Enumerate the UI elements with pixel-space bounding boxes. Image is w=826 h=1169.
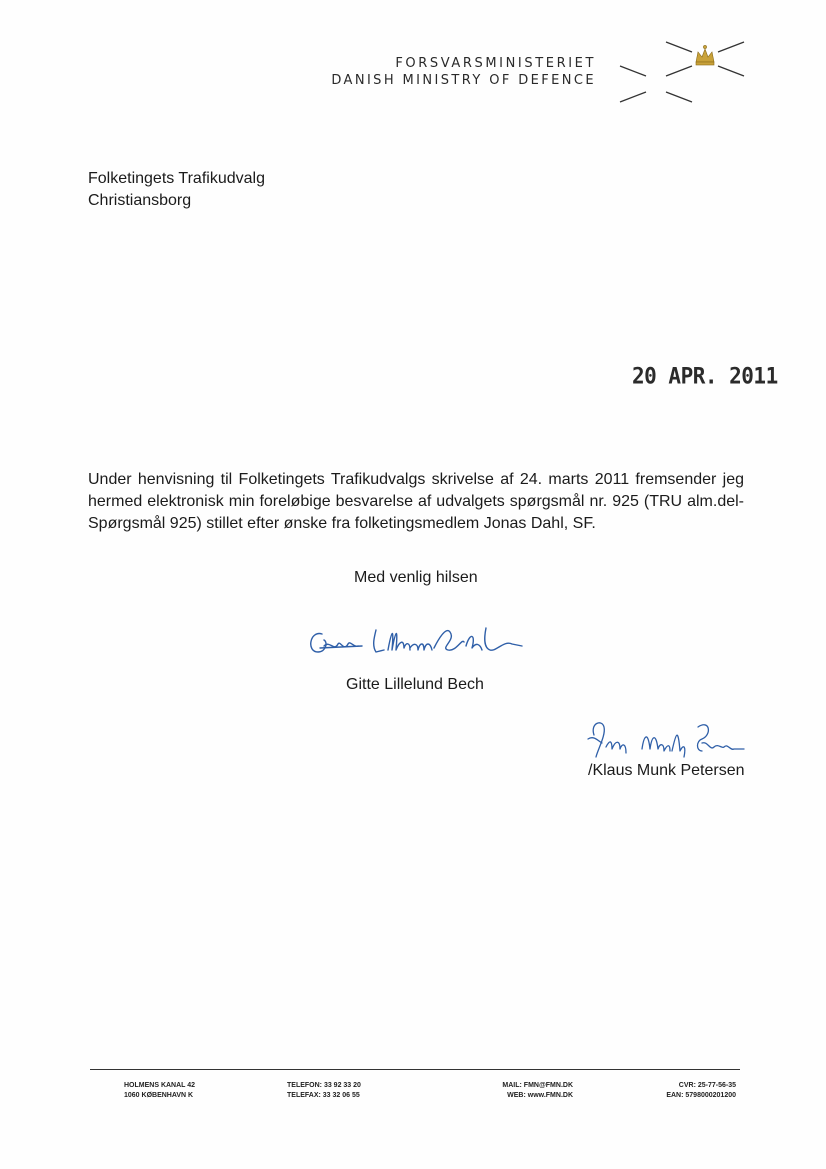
signatory-name-primary: Gitte Lillelund Bech (346, 676, 484, 693)
footer-ean: EAN: 5798000201200 (666, 1092, 736, 1099)
footer-registration-block (640, 1081, 736, 1101)
footer-address (124, 1081, 195, 1101)
signature-secondary (584, 713, 750, 763)
signature-primary (300, 612, 530, 664)
footer-fax: TELEFAX: 33 32 06 55 (287, 1092, 360, 1099)
ministry-name-danish: FORSVARSMINISTERIET (395, 56, 596, 71)
footer-divider (90, 1069, 740, 1070)
footer-contact-block (495, 1081, 573, 1101)
footer-mail: MAIL: FMN@FMN.DK (502, 1082, 573, 1089)
recipient-line-2: Christiansborg (88, 192, 192, 209)
crown-cross-logo-icon (616, 36, 746, 110)
footer-phone: TELEFON: 33 92 33 20 (287, 1082, 361, 1089)
footer-address-line-2: 1060 KØBENHAVN K (124, 1092, 194, 1099)
signatory-name-secondary: /Klaus Munk Petersen (588, 762, 745, 779)
footer-cvr: CVR: 25-77-56-35 (678, 1082, 736, 1089)
ministry-header (331, 55, 596, 89)
footer-phone-block (287, 1081, 361, 1101)
footer-web: WEB: www.FMN.DK (507, 1092, 573, 1099)
closing-greeting: Med venlig hilsen (354, 569, 478, 586)
ministry-name-english: DANISH MINISTRY OF DEFENCE (331, 73, 596, 88)
footer-address-line-1: HOLMENS KANAL 42 (124, 1082, 196, 1089)
date-stamp: 20 APR. 2011 (632, 363, 778, 389)
recipient-address (88, 168, 265, 212)
recipient-line-1: Folketingets Trafikudvalg (88, 170, 265, 187)
letter-body: Under henvisning til Folketingets Trafikudvalgs skrivelse af 24. marts 2011 fremsender jeg hermed elektronisk min foreløbige besvarelse af udvalgets spørgsmål nr. 925 (TRU alm.del-Spørgsmål 925) stillet efter ønske fra folketingsmedlem Jonas Dahl, SF. (88, 471, 744, 532)
